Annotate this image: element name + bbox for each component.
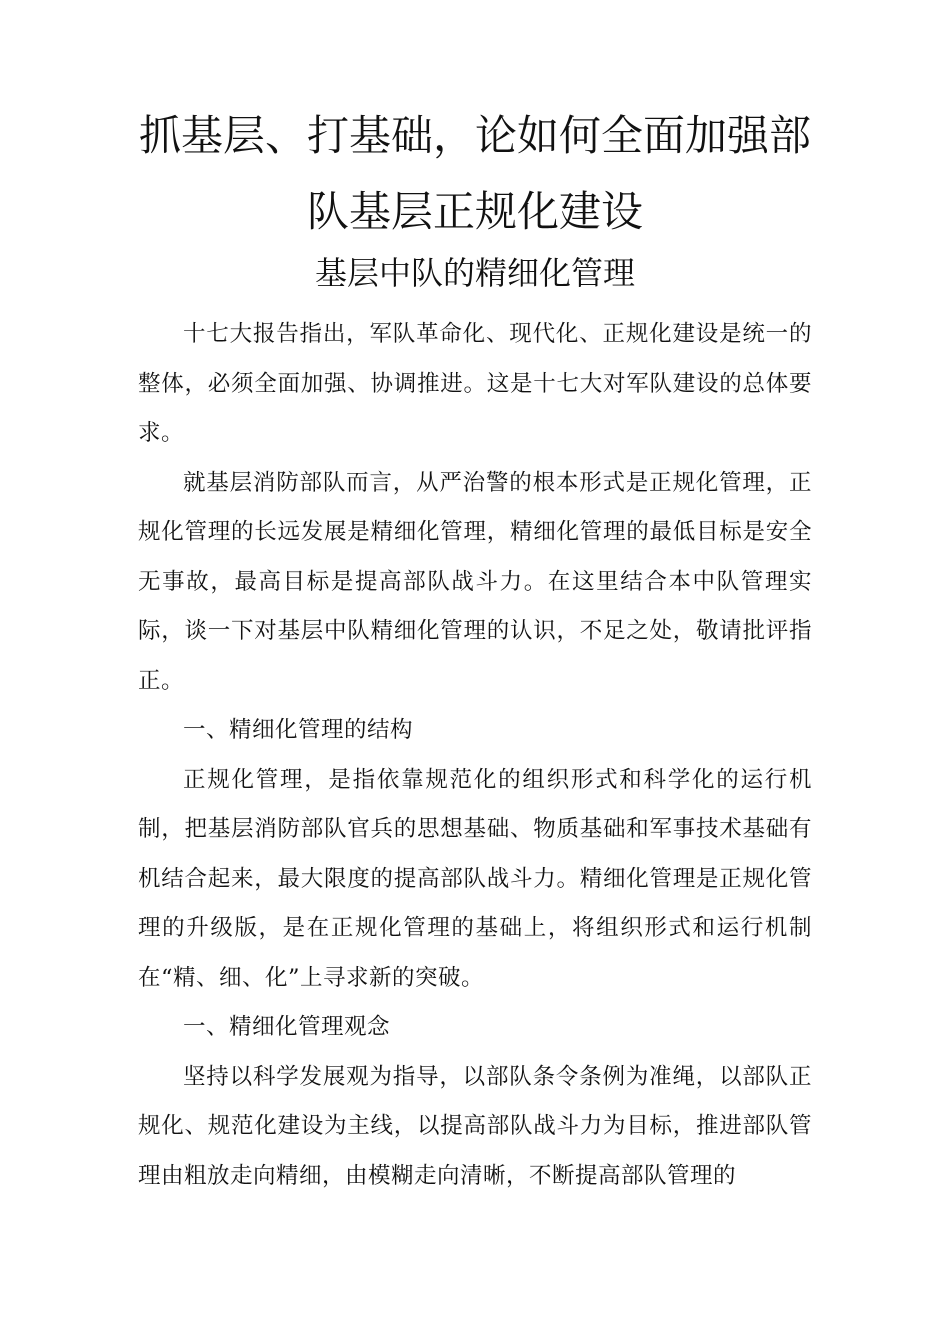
document-title: 抓基层、打基础，论如何全面加强部队基层正规化建设 bbox=[138, 111, 811, 236]
document-body bbox=[138, 310, 812, 1201]
document-page bbox=[138, 98, 812, 1201]
section-heading-structure: 一、精细化管理的结构 bbox=[183, 717, 414, 743]
paragraph-context: 就基层消防部队而言，从严治警的根本形式是正规化管理，正规化管理的长远发展是精细化管理，精细化管理的最低目标是安全无事故，最高目标是提高部队战斗力。在这里结合本中队管理实际，谈一下对基层中队精细化管理的认识，不足之处，敬请批评指正。 bbox=[138, 469, 812, 694]
paragraph-concept: 坚持以科学发展观为指导，以部队条令条例为准绳，以部队正规化、规范化建设为主线，以提高部队战斗力为目标，推进部队管理由粗放走向精细，由模糊走向清晰，不断提高部队管理的 bbox=[138, 1063, 812, 1189]
paragraph-intro: 十七大报告指出，军队革命化、现代化、正规化建设是统一的整体，必须全面加强、协调推进。这是十七大对军队建设的总体要求。 bbox=[138, 321, 812, 446]
document-subtitle: 基层中队的精细化管理 bbox=[314, 254, 635, 292]
paragraph-structure: 正规化管理，是指依靠规范化的组织形式和科学化的运行机制，把基层消防部队官兵的思想基础、物质基础和军事技术基础有机结合起来，最大限度的提高部队战斗力。精细化管理是正规化管理的升级版，是在正规化管理的基础上，将组织形式和运行机制在“精、细、化”上寻求新的突破。 bbox=[138, 766, 812, 991]
section-heading-concept: 一、精细化管理观念 bbox=[183, 1014, 391, 1040]
